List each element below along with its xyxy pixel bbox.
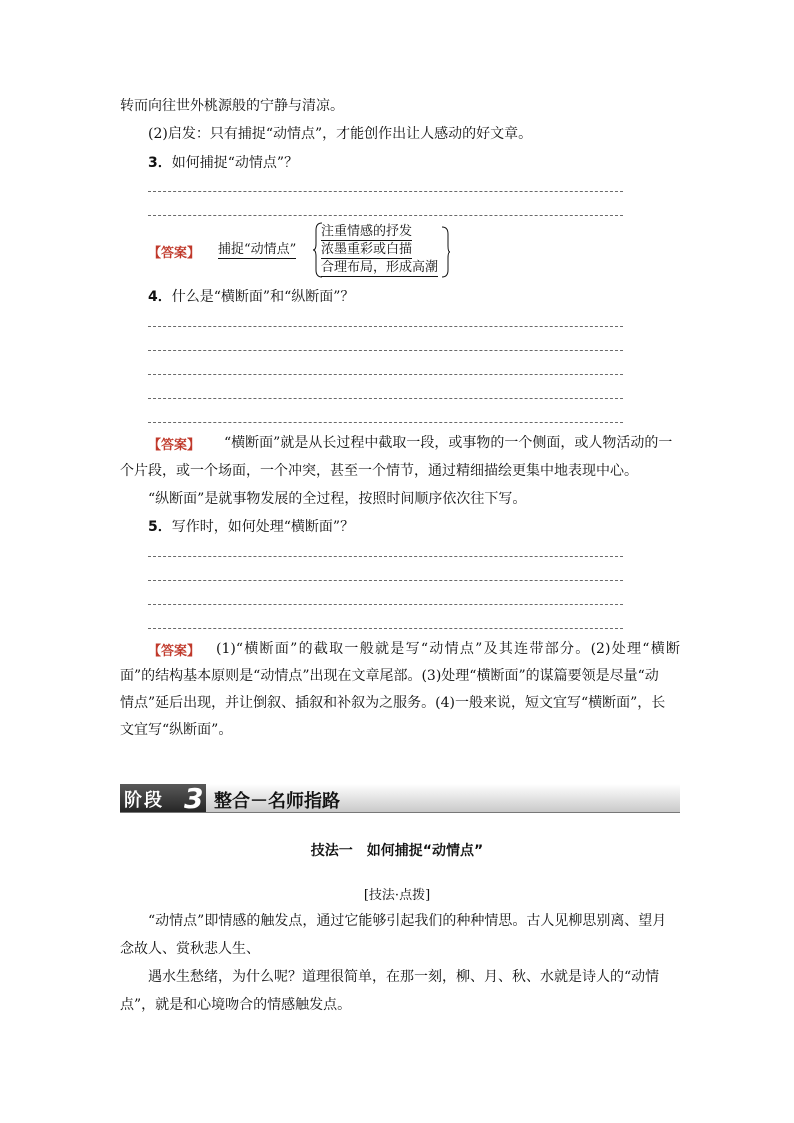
question-text: 什么是“横断面”和“纵断面”？ (171, 289, 355, 305)
answer-text: 个片段，或一个场面，一个冲突，甚至一个情节，通过精细描绘更集中地表现中心。 (120, 463, 638, 479)
body-text-line: (2)启发：只有捕捉“动情点”，才能创作出让人感动的好文章。 (148, 126, 533, 142)
stage-number: 3 (184, 782, 204, 815)
body-text-line: 点”，就是和心境吻合的情感触发点。 (120, 997, 352, 1013)
stage-title: 整合－名师指路 (214, 791, 340, 812)
section-subheading: [技法·点拨] (363, 888, 431, 903)
answer-line (148, 350, 623, 351)
stage-banner (120, 784, 680, 813)
right-brace-icon (441, 226, 451, 278)
answer-text: 情点”延后出现，并让倒叙、插叙和补叙为之服务。(4)一般来说，短文宜写“横断面”，长 (120, 695, 666, 711)
answer-line (148, 628, 623, 629)
answer-line (148, 398, 623, 399)
stage-badge (120, 782, 206, 815)
answer-text: (1)“横断面”的截取一般就是写“动情点”及其连带部分。(2)处理“横断 (216, 641, 680, 657)
answer-text: 面”的结构基本原则是“动情点”出现在文章尾部。(3)处理“横断面”的谋篇要领是尽量“动 (120, 668, 659, 684)
answer-head: 捕捉“动情点” (218, 242, 297, 257)
question-4 (148, 286, 354, 306)
answer-item: 注重情感的抒发 (321, 224, 413, 239)
answer-line (148, 556, 623, 557)
answer-line (148, 215, 623, 216)
question-3 (148, 152, 298, 172)
stage-label: 阶段 (124, 790, 164, 811)
question-number: 3． (148, 155, 172, 171)
answer-line (148, 374, 623, 375)
answer-item: 浓墨重彩或白描 (321, 242, 413, 257)
question-number: 5． (148, 519, 172, 535)
answer-item: 合理布局，形成高潮 (321, 260, 439, 275)
question-5 (148, 516, 354, 536)
question-number: 4． (148, 289, 172, 305)
body-text-line: 念故人、赏秋悲人生、 (120, 941, 260, 957)
answer-tag: 【答案】 (148, 246, 201, 261)
section-heading: 技法一 如何捕捉“动情点” (310, 843, 484, 859)
question-text: 写作时，如何处理“横断面”？ (171, 519, 355, 535)
question-text: 如何捕捉“动情点”？ (171, 155, 299, 171)
answer-items (321, 224, 448, 276)
body-text-line: 转而向往世外桃源般的宁静与清凉。 (120, 98, 344, 114)
answer-text: 文宜写“纵断面”。 (120, 722, 233, 738)
answer-line (148, 580, 623, 581)
answer-text: “纵断面”是就事物发展的全过程，按照时间顺序依次往下写。 (148, 491, 527, 507)
answer-line (148, 604, 623, 605)
answer-line (148, 191, 623, 192)
answer-line (148, 422, 623, 423)
body-text-line: 遇水生愁绪，为什么呢？道理很简单，在那一刻，柳、月、秋、水就是诗人的“动情 (148, 969, 660, 985)
body-text-line: “动情点”即情感的触发点，通过它能够引起我们的种种情思。古人见柳思别离、望月 (148, 913, 667, 929)
answer-text: “横断面”就是从长过程中截取一段，或事物的一个侧面，或人物活动的一 (224, 435, 673, 451)
answer-tag: 【答案】 (148, 644, 201, 659)
answer-line (148, 326, 623, 327)
answer-tag: 【答案】 (148, 438, 201, 453)
